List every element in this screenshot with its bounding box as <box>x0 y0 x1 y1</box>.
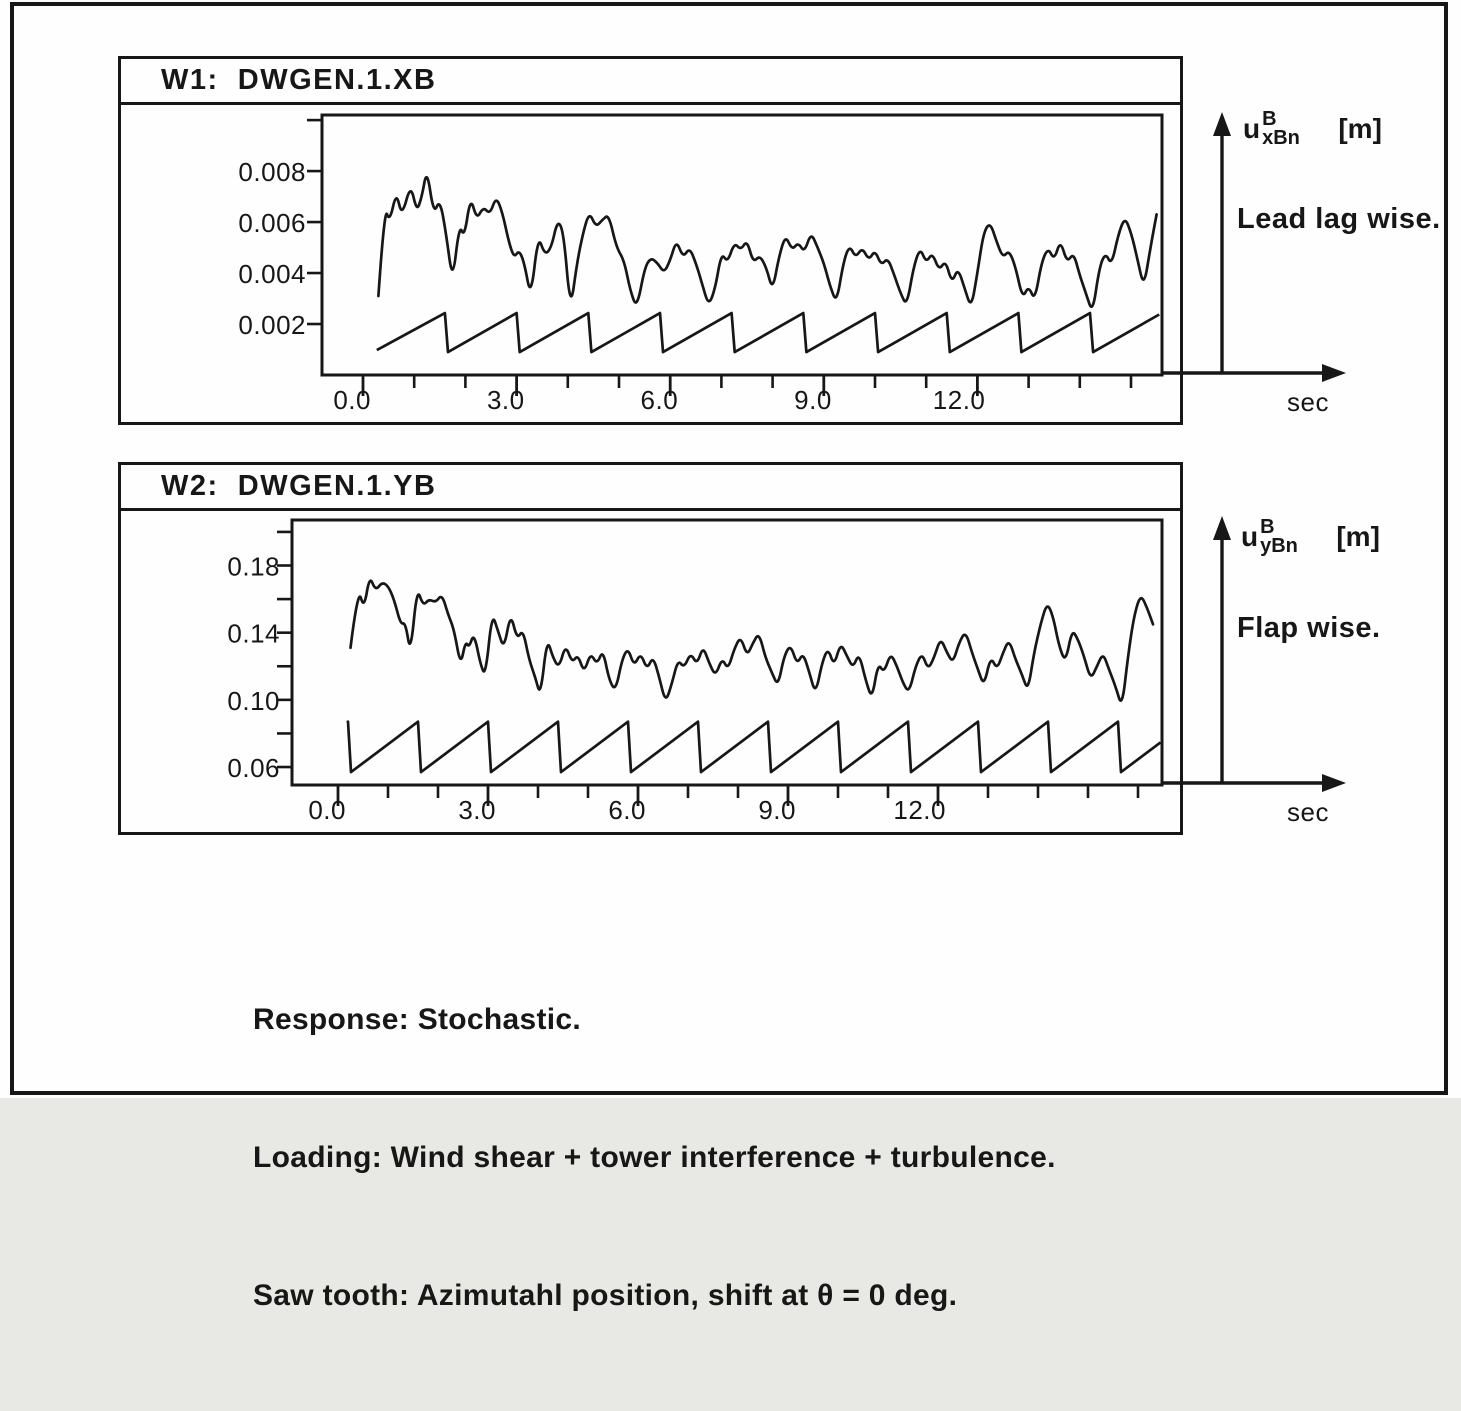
svg-text:sec: sec <box>1287 797 1329 827</box>
plot-window-w2-titlebar <box>121 465 1180 511</box>
svg-text:3.0: 3.0 <box>486 385 525 415</box>
svg-text:0.06: 0.06 <box>227 753 280 784</box>
caption-line-loading: Loading: Wind shear + tower interference + turbulence. <box>253 1141 1056 1174</box>
svg-text:0.18: 0.18 <box>227 551 280 582</box>
plot-window-w1-titlebar <box>121 59 1180 105</box>
svg-text:sec: sec <box>1287 387 1329 417</box>
plot-window-w1-title: W1: DWGEN.1.XB <box>161 64 437 96</box>
svg-text:0.004: 0.004 <box>238 259 306 290</box>
svg-text:0.006: 0.006 <box>238 208 306 239</box>
chart-w1-lead-lag <box>160 108 1360 418</box>
svg-text:9.0: 9.0 <box>758 795 796 825</box>
svg-text:12.0: 12.0 <box>932 385 986 415</box>
svg-text:0.002: 0.002 <box>238 310 306 341</box>
svg-text:0.008: 0.008 <box>238 157 306 188</box>
chart-w2-flap <box>160 512 1360 826</box>
svg-text:12.0: 12.0 <box>893 795 946 825</box>
svg-text:0.0: 0.0 <box>333 385 371 415</box>
w2-axis-symbol: u B yBn <box>1241 516 1298 557</box>
w2-direction-label: Flap wise. <box>1237 612 1381 644</box>
figure-caption <box>253 905 1056 1411</box>
svg-text:9.0: 9.0 <box>794 385 832 415</box>
svg-text:6.0: 6.0 <box>640 385 679 415</box>
svg-text:6.0: 6.0 <box>608 795 646 825</box>
caption-line-sawtooth: Saw tooth: Azimutahl position, shift at θ = 0 deg. <box>253 1279 958 1312</box>
w2-axis-units: [m] <box>1336 521 1380 553</box>
w2-y-axis-variable <box>1241 516 1380 558</box>
w1-axis-symbol: u B xBn <box>1243 108 1300 149</box>
svg-text:3.0: 3.0 <box>458 795 496 825</box>
svg-text:0.0: 0.0 <box>308 795 346 825</box>
svg-text:0.14: 0.14 <box>227 618 280 649</box>
svg-text:0.10: 0.10 <box>227 685 280 716</box>
w1-direction-label: Lead lag wise. <box>1237 203 1441 235</box>
w1-y-axis-variable <box>1243 108 1382 150</box>
caption-line-response: Response: Stochastic. <box>253 1003 582 1036</box>
w1-axis-units: [m] <box>1338 113 1382 145</box>
plot-window-w2-title: W2: DWGEN.1.YB <box>161 470 437 502</box>
